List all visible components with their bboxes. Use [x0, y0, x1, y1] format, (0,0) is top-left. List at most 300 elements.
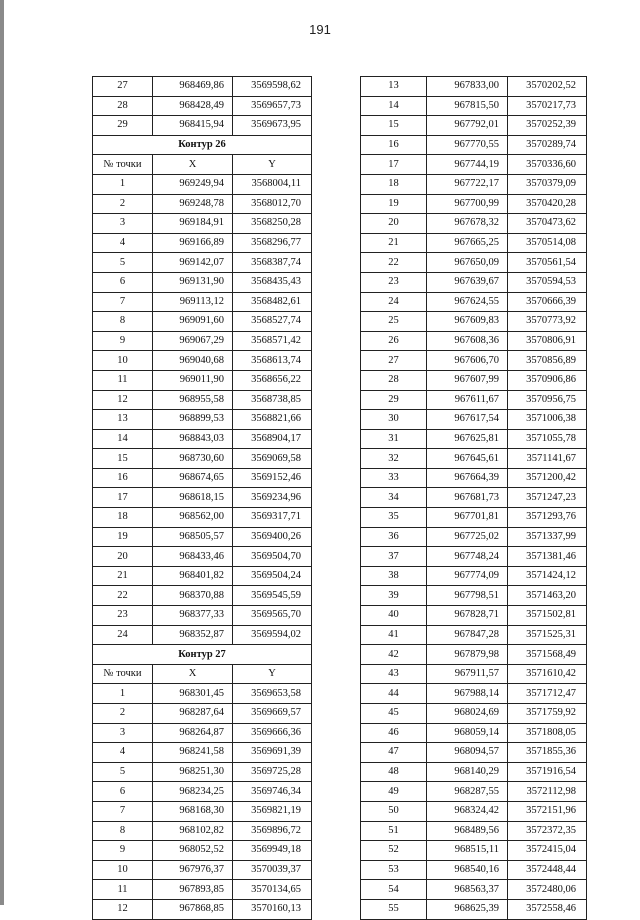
point-number-cell: 28: [361, 370, 427, 390]
point-number-cell: 18: [361, 174, 427, 194]
table-row: [361, 606, 587, 626]
table-row: [93, 684, 312, 704]
x-coordinate-cell: 968324,42: [427, 801, 508, 821]
y-coordinate-cell: 3572415,04: [508, 841, 587, 861]
table-row: [93, 174, 312, 194]
table-row: [361, 762, 587, 782]
y-coordinate-cell: 3572448,44: [508, 860, 587, 880]
table-row: [361, 664, 587, 684]
table-row: [93, 292, 312, 312]
y-coordinate-cell: 3572480,06: [508, 880, 587, 900]
y-coordinate-cell: 3568613,74: [233, 351, 312, 371]
y-coordinate-cell: 3571424,12: [508, 566, 587, 586]
point-number-cell: 6: [93, 782, 153, 802]
y-coordinate-cell: 3571712,47: [508, 684, 587, 704]
table-row: [93, 390, 312, 410]
y-coordinate-cell: 3568904,17: [233, 429, 312, 449]
point-number-cell: 22: [361, 253, 427, 273]
x-coordinate-cell: 967774,09: [427, 566, 508, 586]
y-coordinate-cell: 3570561,54: [508, 253, 587, 273]
y-coordinate-cell: 3571006,38: [508, 410, 587, 430]
y-coordinate-cell: 3570336,60: [508, 155, 587, 175]
table-row: [93, 272, 312, 292]
y-coordinate-cell: 3569653,58: [233, 684, 312, 704]
point-number-cell: 39: [361, 586, 427, 606]
table-row: [93, 743, 312, 763]
y-coordinate-cell: 3569725,28: [233, 762, 312, 782]
x-coordinate-cell: 968024,69: [427, 704, 508, 724]
y-coordinate-cell: 3569234,96: [233, 488, 312, 508]
table-row: [93, 899, 312, 919]
table-row: [361, 351, 587, 371]
x-coordinate-cell: 968352,87: [153, 625, 233, 645]
x-coordinate-cell: 969011,90: [153, 370, 233, 390]
table-row: [361, 899, 587, 919]
point-number-cell: 14: [93, 429, 153, 449]
table-row: [93, 233, 312, 253]
y-coordinate-cell: 3570039,37: [233, 860, 312, 880]
table-row: [93, 77, 312, 97]
point-number-cell: 55: [361, 899, 427, 919]
point-number-cell: 2: [93, 704, 153, 724]
y-coordinate-cell: 3570514,08: [508, 233, 587, 253]
table-row: [361, 508, 587, 528]
table-row: [361, 429, 587, 449]
table-row: [93, 821, 312, 841]
point-number-cell: 36: [361, 527, 427, 547]
table-row: [93, 527, 312, 547]
point-number-cell: 8: [93, 821, 153, 841]
x-coordinate-cell: 968377,33: [153, 606, 233, 626]
point-number-cell: 52: [361, 841, 427, 861]
point-number-cell: 12: [93, 390, 153, 410]
x-coordinate-cell: 969113,12: [153, 292, 233, 312]
point-number-cell: 10: [93, 860, 153, 880]
left-coordinates-table: [92, 76, 312, 920]
x-coordinate-cell: 967681,73: [427, 488, 508, 508]
x-coordinate-cell: 968251,30: [153, 762, 233, 782]
table-row: [361, 272, 587, 292]
table-row: [93, 547, 312, 567]
x-coordinate-cell: 968469,86: [153, 77, 233, 97]
y-coordinate-cell: 3570420,28: [508, 194, 587, 214]
y-coordinate-cell: 3571141,67: [508, 449, 587, 469]
contour-heading-row: [93, 645, 312, 665]
y-coordinate-cell: 3568004,11: [233, 174, 312, 194]
x-coordinate-cell: 967664,39: [427, 468, 508, 488]
table-row: [361, 684, 587, 704]
x-coordinate-cell: 968428,49: [153, 96, 233, 116]
point-number-cell: 6: [93, 272, 153, 292]
table-row: [361, 155, 587, 175]
table-row: [361, 174, 587, 194]
y-coordinate-cell: 3572372,35: [508, 821, 587, 841]
table-row: [361, 370, 587, 390]
y-coordinate-cell: 3568250,28: [233, 214, 312, 234]
point-number-cell: 3: [93, 214, 153, 234]
y-coordinate-cell: 3569821,19: [233, 801, 312, 821]
x-coordinate-cell: 968059,14: [427, 723, 508, 743]
table-row: [93, 449, 312, 469]
table-row: [93, 762, 312, 782]
y-coordinate-cell: 3571502,81: [508, 606, 587, 626]
x-coordinate-cell: 968052,52: [153, 841, 233, 861]
x-coordinate-cell: 967722,17: [427, 174, 508, 194]
y-coordinate-cell: 3571568,49: [508, 645, 587, 665]
x-coordinate-cell: 967609,83: [427, 312, 508, 332]
y-coordinate-cell: 3569669,57: [233, 704, 312, 724]
x-coordinate-cell: 967748,24: [427, 547, 508, 567]
table-row: [361, 233, 587, 253]
y-coordinate-cell: 3571759,92: [508, 704, 587, 724]
y-coordinate-cell: 3570906,86: [508, 370, 587, 390]
x-coordinate-cell: 968562,00: [153, 508, 233, 528]
y-coordinate-cell: 3568435,43: [233, 272, 312, 292]
y-coordinate-cell: 3571610,42: [508, 664, 587, 684]
table-row: [93, 801, 312, 821]
table-row: [361, 527, 587, 547]
y-header: Y: [233, 664, 312, 684]
column-header-row: [93, 664, 312, 684]
x-coordinate-cell: 968955,58: [153, 390, 233, 410]
point-number-cell: 43: [361, 664, 427, 684]
table-row: [361, 468, 587, 488]
point-number-cell: 5: [93, 253, 153, 273]
point-number-cell: 50: [361, 801, 427, 821]
x-coordinate-cell: 968140,29: [427, 762, 508, 782]
x-coordinate-cell: 967645,61: [427, 449, 508, 469]
x-coordinate-cell: 967828,71: [427, 606, 508, 626]
point-number-cell: 53: [361, 860, 427, 880]
point-number-cell: 12: [93, 899, 153, 919]
point-number-cell: 16: [361, 135, 427, 155]
table-row: [93, 704, 312, 724]
y-coordinate-cell: 3570773,92: [508, 312, 587, 332]
point-number-cell: 28: [93, 96, 153, 116]
x-coordinate-cell: 968730,60: [153, 449, 233, 469]
x-coordinate-cell: 968241,58: [153, 743, 233, 763]
point-number-cell: 5: [93, 762, 153, 782]
table-row: [93, 782, 312, 802]
table-row: [361, 449, 587, 469]
y-coordinate-cell: 3568821,66: [233, 410, 312, 430]
x-coordinate-cell: 967798,51: [427, 586, 508, 606]
point-number-cell: 21: [361, 233, 427, 253]
table-row: [93, 351, 312, 371]
table-row: [93, 880, 312, 900]
x-coordinate-cell: 969166,89: [153, 233, 233, 253]
point-number-cell: 25: [361, 312, 427, 332]
point-number-cell: 41: [361, 625, 427, 645]
table-row: [93, 116, 312, 136]
x-coordinate-cell: 967976,37: [153, 860, 233, 880]
point-number-cell: 21: [93, 566, 153, 586]
table-row: [361, 566, 587, 586]
y-coordinate-cell: 3570252,39: [508, 116, 587, 136]
point-number-cell: 19: [361, 194, 427, 214]
point-number-cell: 49: [361, 782, 427, 802]
y-coordinate-cell: 3570956,75: [508, 390, 587, 410]
x-header: X: [153, 155, 233, 175]
point-number-cell: 19: [93, 527, 153, 547]
point-number-cell: 40: [361, 606, 427, 626]
contour-title: Контур 26: [93, 135, 312, 155]
table-row: [93, 370, 312, 390]
point-number-header: № точки: [93, 155, 153, 175]
point-number-cell: 11: [93, 880, 153, 900]
table-row: [361, 841, 587, 861]
y-coordinate-cell: 3569504,24: [233, 566, 312, 586]
x-coordinate-cell: 968899,53: [153, 410, 233, 430]
y-coordinate-cell: 3570379,09: [508, 174, 587, 194]
point-number-cell: 1: [93, 684, 153, 704]
contour-heading-row: [93, 135, 312, 155]
y-coordinate-cell: 3569545,59: [233, 586, 312, 606]
x-coordinate-cell: 969131,90: [153, 272, 233, 292]
point-number-cell: 4: [93, 743, 153, 763]
point-number-cell: 37: [361, 547, 427, 567]
y-coordinate-cell: 3568571,42: [233, 331, 312, 351]
y-coordinate-cell: 3569949,18: [233, 841, 312, 861]
y-coordinate-cell: 3570202,52: [508, 77, 587, 97]
y-coordinate-cell: 3568296,77: [233, 233, 312, 253]
y-coordinate-cell: 3571525,31: [508, 625, 587, 645]
table-row: [93, 841, 312, 861]
page-number: 191: [309, 22, 331, 37]
y-header: Y: [233, 155, 312, 175]
y-coordinate-cell: 3572151,96: [508, 801, 587, 821]
y-coordinate-cell: 3572112,98: [508, 782, 587, 802]
table-row: [361, 547, 587, 567]
point-number-cell: 47: [361, 743, 427, 763]
table-row: [361, 723, 587, 743]
x-coordinate-cell: 967744,19: [427, 155, 508, 175]
x-coordinate-cell: 967725,02: [427, 527, 508, 547]
table-row: [361, 625, 587, 645]
y-coordinate-cell: 3568387,74: [233, 253, 312, 273]
table-row: [361, 488, 587, 508]
y-coordinate-cell: 3569673,95: [233, 116, 312, 136]
table-row: [93, 410, 312, 430]
point-number-cell: 29: [361, 390, 427, 410]
y-coordinate-cell: 3571055,78: [508, 429, 587, 449]
point-number-cell: 2: [93, 194, 153, 214]
y-coordinate-cell: 3570217,73: [508, 96, 587, 116]
x-coordinate-cell: 968674,65: [153, 468, 233, 488]
point-number-cell: 48: [361, 762, 427, 782]
y-coordinate-cell: 3569746,34: [233, 782, 312, 802]
table-row: [361, 96, 587, 116]
x-coordinate-cell: 969249,94: [153, 174, 233, 194]
point-number-cell: 20: [93, 547, 153, 567]
x-coordinate-cell: 967639,67: [427, 272, 508, 292]
x-coordinate-cell: 969067,29: [153, 331, 233, 351]
x-coordinate-cell: 968287,64: [153, 704, 233, 724]
point-number-cell: 20: [361, 214, 427, 234]
x-coordinate-cell: 967868,85: [153, 899, 233, 919]
y-coordinate-cell: 3569691,39: [233, 743, 312, 763]
y-coordinate-cell: 3570160,13: [233, 899, 312, 919]
x-coordinate-cell: 967611,67: [427, 390, 508, 410]
table-row: [93, 194, 312, 214]
table-row: [93, 468, 312, 488]
table-row: [93, 606, 312, 626]
point-number-cell: 8: [93, 312, 153, 332]
x-coordinate-cell: 967815,50: [427, 96, 508, 116]
x-coordinate-cell: 968625,39: [427, 899, 508, 919]
x-coordinate-cell: 968618,15: [153, 488, 233, 508]
point-number-cell: 7: [93, 292, 153, 312]
table-row: [361, 331, 587, 351]
y-coordinate-cell: 3568738,85: [233, 390, 312, 410]
x-coordinate-cell: 968515,11: [427, 841, 508, 861]
x-coordinate-cell: 968489,56: [427, 821, 508, 841]
x-coordinate-cell: 968287,55: [427, 782, 508, 802]
table-row: [361, 801, 587, 821]
y-coordinate-cell: 3571247,23: [508, 488, 587, 508]
x-coordinate-cell: 967617,54: [427, 410, 508, 430]
point-number-cell: 15: [93, 449, 153, 469]
table-row: [361, 821, 587, 841]
x-coordinate-cell: 967665,25: [427, 233, 508, 253]
scan-edge: [0, 0, 4, 905]
table-row: [93, 331, 312, 351]
x-coordinate-cell: 967700,99: [427, 194, 508, 214]
y-coordinate-cell: 3570666,39: [508, 292, 587, 312]
point-number-cell: 17: [93, 488, 153, 508]
y-coordinate-cell: 3569594,02: [233, 625, 312, 645]
x-coordinate-cell: 968401,82: [153, 566, 233, 586]
table-row: [93, 508, 312, 528]
x-coordinate-cell: 968264,87: [153, 723, 233, 743]
point-number-header: № точки: [93, 664, 153, 684]
y-coordinate-cell: 3571463,20: [508, 586, 587, 606]
y-coordinate-cell: 3569317,71: [233, 508, 312, 528]
point-number-cell: 44: [361, 684, 427, 704]
table-row: [361, 253, 587, 273]
x-coordinate-cell: 969040,68: [153, 351, 233, 371]
table-row: [93, 312, 312, 332]
y-coordinate-cell: 3570856,89: [508, 351, 587, 371]
point-number-cell: 9: [93, 841, 153, 861]
table-row: [93, 723, 312, 743]
x-coordinate-cell: 968102,82: [153, 821, 233, 841]
table-row: [93, 429, 312, 449]
point-number-cell: 13: [93, 410, 153, 430]
table-row: [361, 116, 587, 136]
point-number-cell: 51: [361, 821, 427, 841]
point-number-cell: 1: [93, 174, 153, 194]
y-coordinate-cell: 3571337,99: [508, 527, 587, 547]
y-coordinate-cell: 3571200,42: [508, 468, 587, 488]
x-coordinate-cell: 967607,99: [427, 370, 508, 390]
point-number-cell: 35: [361, 508, 427, 528]
y-coordinate-cell: 3569657,73: [233, 96, 312, 116]
x-coordinate-cell: 967624,55: [427, 292, 508, 312]
y-coordinate-cell: 3571293,76: [508, 508, 587, 528]
y-coordinate-cell: 3569666,36: [233, 723, 312, 743]
point-number-cell: 32: [361, 449, 427, 469]
point-number-cell: 14: [361, 96, 427, 116]
y-coordinate-cell: 3569069,58: [233, 449, 312, 469]
y-coordinate-cell: 3569400,26: [233, 527, 312, 547]
table-row: [93, 860, 312, 880]
table-row: [93, 488, 312, 508]
y-coordinate-cell: 3570806,91: [508, 331, 587, 351]
x-coordinate-cell: 968370,88: [153, 586, 233, 606]
point-number-cell: 27: [361, 351, 427, 371]
point-number-cell: 23: [361, 272, 427, 292]
y-coordinate-cell: 3572558,46: [508, 899, 587, 919]
x-coordinate-cell: 967701,81: [427, 508, 508, 528]
table-row: [361, 292, 587, 312]
y-coordinate-cell: 3570473,62: [508, 214, 587, 234]
y-coordinate-cell: 3568656,22: [233, 370, 312, 390]
x-coordinate-cell: 967988,14: [427, 684, 508, 704]
x-coordinate-cell: 968540,16: [427, 860, 508, 880]
point-number-cell: 9: [93, 331, 153, 351]
y-coordinate-cell: 3571916,54: [508, 762, 587, 782]
y-coordinate-cell: 3568012,70: [233, 194, 312, 214]
x-coordinate-cell: 968301,45: [153, 684, 233, 704]
table-row: [93, 566, 312, 586]
point-number-cell: 4: [93, 233, 153, 253]
x-coordinate-cell: 969248,78: [153, 194, 233, 214]
y-coordinate-cell: 3571381,46: [508, 547, 587, 567]
point-number-cell: 23: [93, 606, 153, 626]
x-coordinate-cell: 968094,57: [427, 743, 508, 763]
point-number-cell: 3: [93, 723, 153, 743]
table-row: [361, 880, 587, 900]
y-coordinate-cell: 3570289,74: [508, 135, 587, 155]
x-coordinate-cell: 968168,30: [153, 801, 233, 821]
table-row: [93, 586, 312, 606]
x-coordinate-cell: 967833,00: [427, 77, 508, 97]
point-number-cell: 45: [361, 704, 427, 724]
table-row: [361, 77, 587, 97]
point-number-cell: 38: [361, 566, 427, 586]
x-coordinate-cell: 968234,25: [153, 782, 233, 802]
column-header-row: [93, 155, 312, 175]
x-coordinate-cell: 968415,94: [153, 116, 233, 136]
y-coordinate-cell: 3569598,62: [233, 77, 312, 97]
x-coordinate-cell: 967893,85: [153, 880, 233, 900]
x-coordinate-cell: 967650,09: [427, 253, 508, 273]
point-number-cell: 31: [361, 429, 427, 449]
table-row: [361, 782, 587, 802]
table-row: [361, 214, 587, 234]
point-number-cell: 18: [93, 508, 153, 528]
point-number-cell: 17: [361, 155, 427, 175]
table-row: [93, 96, 312, 116]
x-coordinate-cell: 968433,46: [153, 547, 233, 567]
x-coordinate-cell: 967792,01: [427, 116, 508, 136]
point-number-cell: 46: [361, 723, 427, 743]
table-row: [361, 704, 587, 724]
point-number-cell: 16: [93, 468, 153, 488]
x-coordinate-cell: 969091,60: [153, 312, 233, 332]
point-number-cell: 24: [93, 625, 153, 645]
table-row: [93, 625, 312, 645]
table-row: [361, 410, 587, 430]
point-number-cell: 11: [93, 370, 153, 390]
x-coordinate-cell: 969184,91: [153, 214, 233, 234]
table-row: [361, 586, 587, 606]
y-coordinate-cell: 3568527,74: [233, 312, 312, 332]
y-coordinate-cell: 3571855,36: [508, 743, 587, 763]
point-number-cell: 33: [361, 468, 427, 488]
y-coordinate-cell: 3569565,70: [233, 606, 312, 626]
